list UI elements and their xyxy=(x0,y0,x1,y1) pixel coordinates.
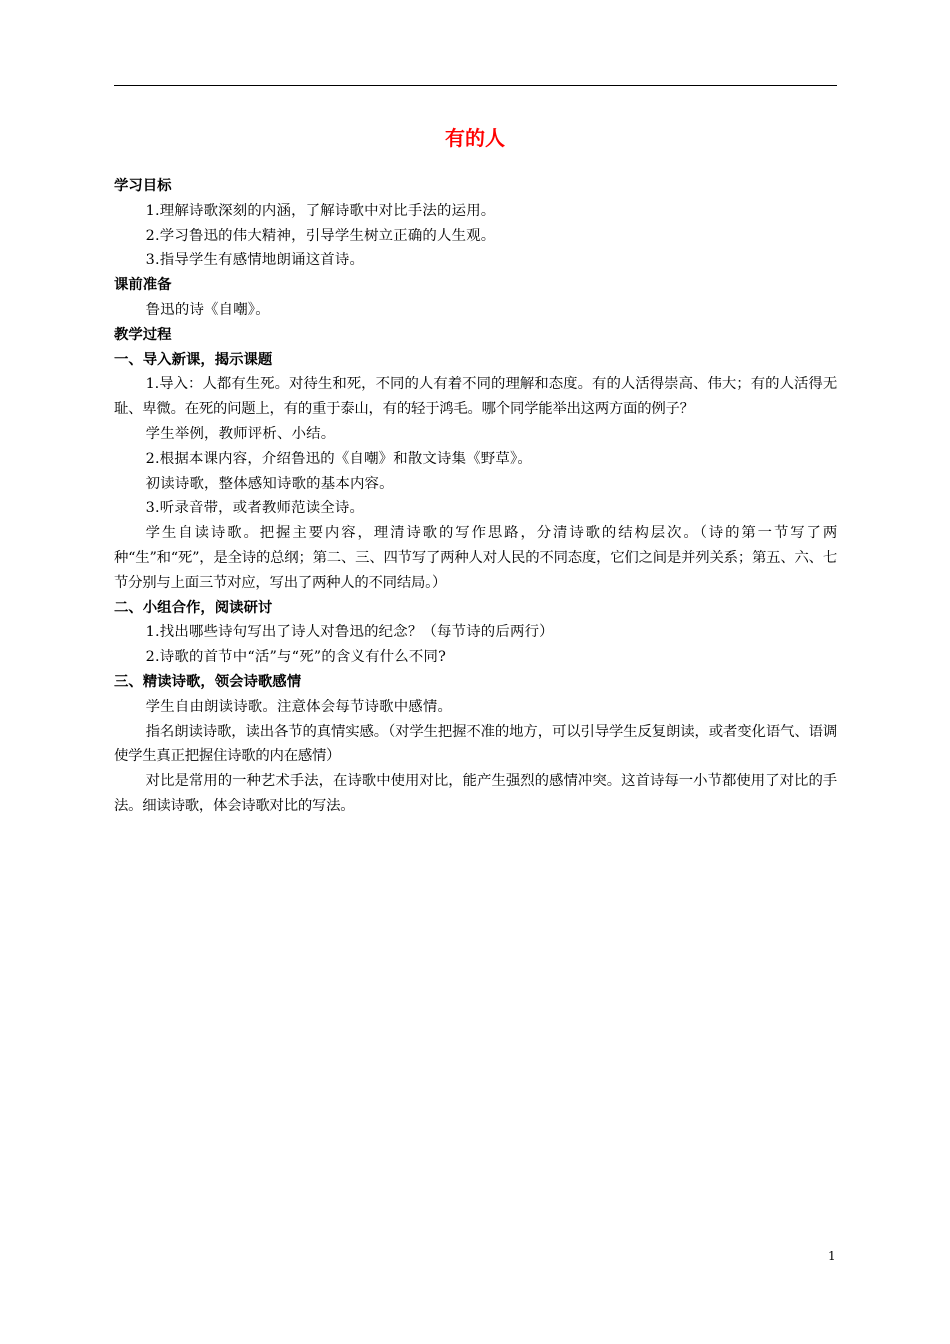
objective-item-2: 2.学习鲁迅的伟大精神，引导学生树立正确的人生观。 xyxy=(145,227,496,244)
header-rule xyxy=(114,85,837,86)
part1-paragraph-1: 1.导入：人都有生死。对待生和死，不同的人有着不同的理解和态度。有的人活得崇高、伟大；有的人活得无耻、卑微。在死的问题上，有的重于泰山，有的轻于鸿毛。哪个同学能举出这两方面的例子？ xyxy=(114,376,837,418)
part3-paragraph-3: 对比是常用的一种艺术手法，在诗歌中使用对比，能产生强烈的感情冲突。这首诗每一小节都使用了对比的手法。细读诗歌，体会诗歌对比的写法。 xyxy=(114,773,837,814)
objective-item-3: 3.指导学生有感情地朗诵这首诗。 xyxy=(145,252,365,269)
page-number: 1 xyxy=(828,1249,836,1263)
part1-paragraph-4: 初读诗歌，整体感知诗歌的基本内容。 xyxy=(145,475,394,492)
document-title: 有的人 xyxy=(445,126,505,150)
part2-paragraph-2: 2.诗歌的首节中“活”与“死”的含义有什么不同? xyxy=(145,649,446,666)
part1-paragraph-5: 3.听录音带，或者教师范读全诗。 xyxy=(145,500,365,517)
part1-heading: 一、导入新课，揭示课题 xyxy=(114,351,273,368)
part1-paragraph-6: 学生自读诗歌。把握主要内容，理清诗歌的写作思路，分清诗歌的结构层次。（诗的第一节写了两种“生”和“死”，是全诗的总纲；第二、三、四节写了两种人对人民的不同态度，它们之间是并列关系；第五、六、七节分别与上面三节对应，写出了两种人的不同结局。） xyxy=(114,525,837,591)
part1-paragraph-2: 学生举例，教师评析、小结。 xyxy=(145,425,336,442)
part3-heading: 三、精读诗歌，领会诗歌感情 xyxy=(114,673,302,690)
section-heading-preparation: 课前准备 xyxy=(114,277,172,294)
objective-item-1: 1.理解诗歌深刻的内涵，了解诗歌中对比手法的运用。 xyxy=(145,202,496,219)
part2-paragraph-1: 1.找出哪些诗句写出了诗人对鲁迅的纪念？（每节诗的后两行） xyxy=(145,624,554,641)
document-body xyxy=(114,174,837,819)
part3-paragraph-1: 学生自由朗读诗歌。注意体会每节诗歌中感情。 xyxy=(145,698,453,715)
preparation-text: 鲁迅的诗《自嘲》。 xyxy=(145,301,270,318)
part3-paragraph-2: 指名朗读诗歌，读出各节的真情实感。（对学生把握不准的地方，可以引导学生反复朗读，或者变化语气、语调使学生真正把握住诗歌的内在感情） xyxy=(114,723,837,765)
section-heading-process: 教学过程 xyxy=(114,326,172,343)
part2-heading: 二、小组合作，阅读研讨 xyxy=(114,599,273,616)
part1-paragraph-3: 2.根据本课内容，介绍鲁迅的《自嘲》和散文诗集《野草》。 xyxy=(145,450,532,467)
section-heading-objectives: 学习目标 xyxy=(114,178,172,194)
